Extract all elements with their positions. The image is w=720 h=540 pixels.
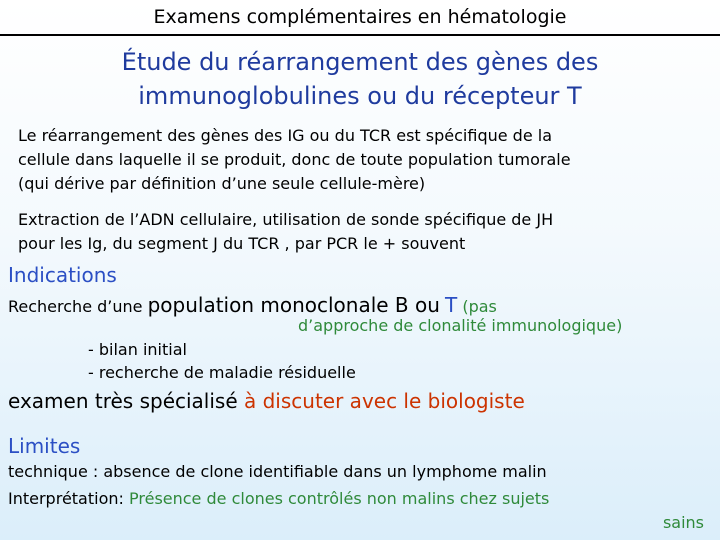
para1-line3: (qui dérive par définition d’une seule cellule-mère) bbox=[18, 174, 426, 193]
header-divider bbox=[0, 34, 720, 36]
para2-line2: pour les Ig, du segment J du TCR , par PCR le + souvent bbox=[18, 234, 466, 253]
bullet-bilan: - bilan initial bbox=[88, 340, 187, 359]
slide-header: Examens complémentaires en hématologie bbox=[153, 6, 567, 28]
bullet-recherche: - recherche de maladie résiduelle bbox=[88, 363, 356, 382]
limites-heading: Limites bbox=[8, 434, 81, 458]
para2-line1: Extraction de l’ADN cellulaire, utilisation de sonde spécifique de JH bbox=[18, 210, 554, 229]
discuter-text: à discuter avec le biologiste bbox=[244, 389, 525, 413]
interpretation-label: Interprétation: bbox=[8, 489, 124, 508]
recherche-prefix: Recherche d’une bbox=[8, 297, 143, 316]
para1-line2: cellule dans laquelle il se produit, donc de toute population tumorale bbox=[18, 150, 571, 169]
approche-text: d’approche de clonalité immunologique) bbox=[298, 316, 623, 335]
para1-line1: Le réarrangement des gènes des IG ou du TCR est spécifique de la bbox=[18, 126, 553, 145]
slide-title-line1: Étude du réarrangement des gènes des bbox=[121, 48, 599, 76]
slide-title-line2: immunoglobulines ou du récepteur T bbox=[138, 82, 582, 110]
interpretation-line bbox=[8, 489, 549, 508]
examen-line bbox=[8, 389, 525, 413]
population-text: population monoclonale B ou bbox=[147, 293, 440, 317]
examen-text: examen très spécialisé bbox=[8, 389, 238, 413]
t-letter: T bbox=[445, 293, 458, 317]
recherche-line bbox=[8, 293, 497, 317]
indications-heading: Indications bbox=[8, 263, 117, 287]
pas-text: (pas bbox=[462, 297, 497, 316]
interpretation-end: sains bbox=[662, 513, 704, 532]
technique-text: technique : absence de clone identifiable dans un lymphome malin bbox=[8, 462, 547, 481]
interpretation-text: Présence de clones contrôlés non malins chez sujets bbox=[129, 489, 550, 508]
